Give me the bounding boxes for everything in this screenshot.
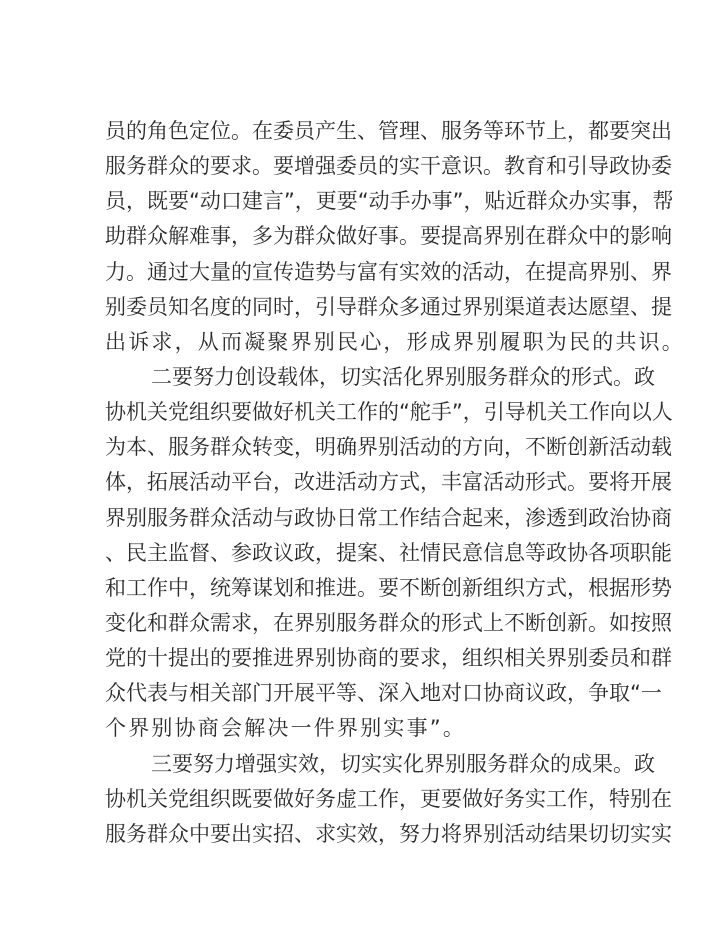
text-line: 二要努力创设载体，切实活化界别服务群众的形式。政	[151, 364, 655, 389]
text-line: 协机关党组织要做好机关工作的“舵手”，引导机关工作向以人	[105, 400, 673, 425]
text-line: 为本、服务群众转变，明确界别活动的方向，不断创新活动载	[105, 435, 672, 460]
text-line: 、民主监督、参政议政，提案、社情民意信息等政协各项职能	[105, 540, 672, 565]
paragraph-3	[105, 747, 672, 852]
text-line: 助群众解难事，多为群众做好事。要提高界别在群众中的影响	[105, 224, 672, 249]
text-line: 员的角色定位。在委员产生、管理、服务等环节上，都要突出	[105, 119, 672, 143]
text-line: 员，既要“动口建言”，更要“动手办事”，贴近群众办实事，帮	[105, 189, 674, 214]
text-line: 体，拓展活动平台，改进活动方式，丰富活动形式。要将开展	[105, 470, 672, 495]
paragraph-1	[105, 114, 685, 360]
text-line: 和工作中，统筹谋划和推进。要不断创新组织方式，根据形势	[105, 575, 672, 600]
text-line: 三要努力增强实效，切实实化界别服务群众的成果。政	[151, 751, 655, 776]
text-line: 协机关党组织既要做好务虚工作，更要做好务实工作，特别在	[105, 786, 672, 811]
text-line: 服务群众的要求。要增强委员的实干意识。教育和引导政协委	[105, 154, 672, 179]
text-line: 别委员知名度的同时，引导群众多通过界别渠道表达愿望、提	[105, 294, 672, 319]
text-line: 党的十提出的要推进界别协商的要求，组织相关界别委员和群	[105, 646, 672, 671]
text-line: 出诉求，从而凝聚界别民心，形成界别履职为民的共识。	[105, 329, 685, 354]
text-line: 力。通过大量的宣传造势与富有实效的活动，在提高界别、界	[105, 259, 672, 284]
text-line: 服务群众中要出实招、求实效，努力将界别活动结果切切实实	[105, 821, 672, 846]
text-line: 界别服务群众活动与政协日常工作结合起来，渗透到政治协商	[105, 505, 672, 530]
text-line: 变化和群众需求，在界别服务群众的形式上不断创新。如按照	[105, 610, 672, 635]
document-page	[105, 114, 685, 852]
text-line: 个界别协商会解决一件界别实事”。	[105, 716, 467, 741]
paragraph-2	[105, 360, 673, 747]
text-line: 众代表与相关部门开展平等、深入地对口协商议政，争取“一	[105, 681, 662, 706]
